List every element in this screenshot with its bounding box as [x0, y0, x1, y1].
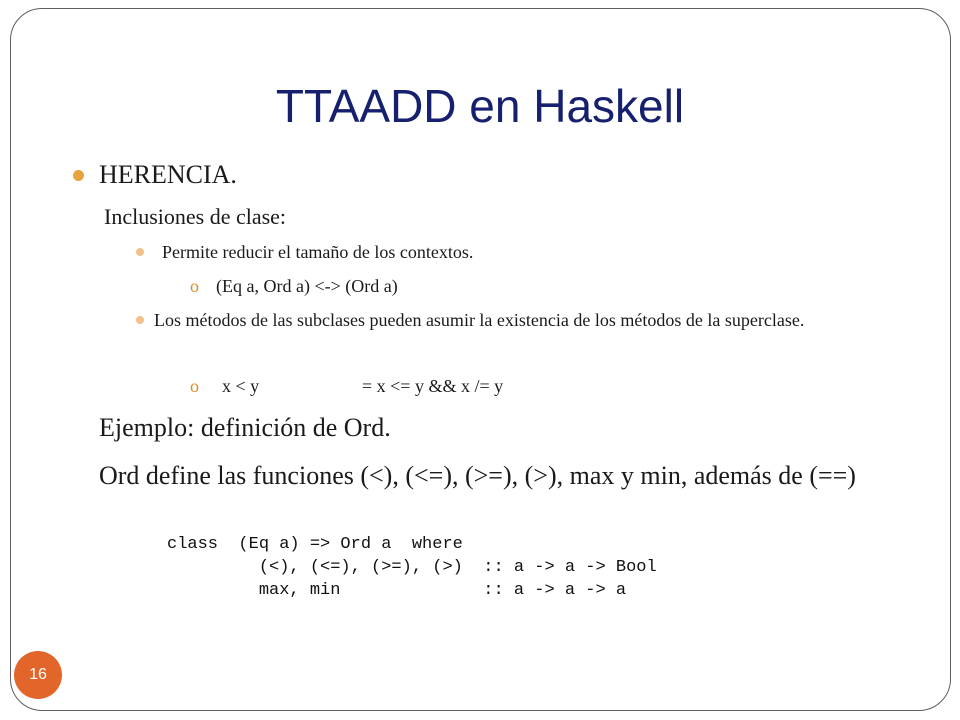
bullet-dot-icon [73, 170, 84, 181]
subheading: Inclusiones de clase: [104, 204, 287, 229]
sub-bullet-marker: o [190, 276, 199, 296]
heading-herencia: HERENCIA. [99, 160, 237, 189]
code-expr-left: x < y [222, 376, 260, 396]
haskell-code-block: class (Eq a) => Ord a where (<), (<=), (>=), (>) :: a -> a -> Bool max, min :: a -> a -> a [167, 535, 657, 600]
bullet-small-icon [136, 316, 144, 324]
bullet-small-icon [136, 248, 144, 256]
sub-bullet-eq-ord: (Eq a, Ord a) <-> (Ord a) [216, 276, 398, 296]
page-number-badge: 16 [14, 651, 62, 699]
bullet-contexts: Permite reducir el tamaño de los contextos. [162, 242, 474, 262]
slide-title: TTAADD en Haskell [275, 80, 685, 132]
example-line: Ejemplo: definición de Ord. [99, 413, 391, 442]
ord-description: Ord define las funciones (<), (<=), (>=), (>), max y min, además de (==) [99, 461, 856, 490]
sub-bullet-marker: o [190, 376, 199, 396]
code-expr-right: = x <= y && x /= y [362, 376, 504, 396]
bullet-subclasses: Los métodos de las subclases pueden asumir la existencia de los métodos de la superclase. [154, 310, 805, 330]
